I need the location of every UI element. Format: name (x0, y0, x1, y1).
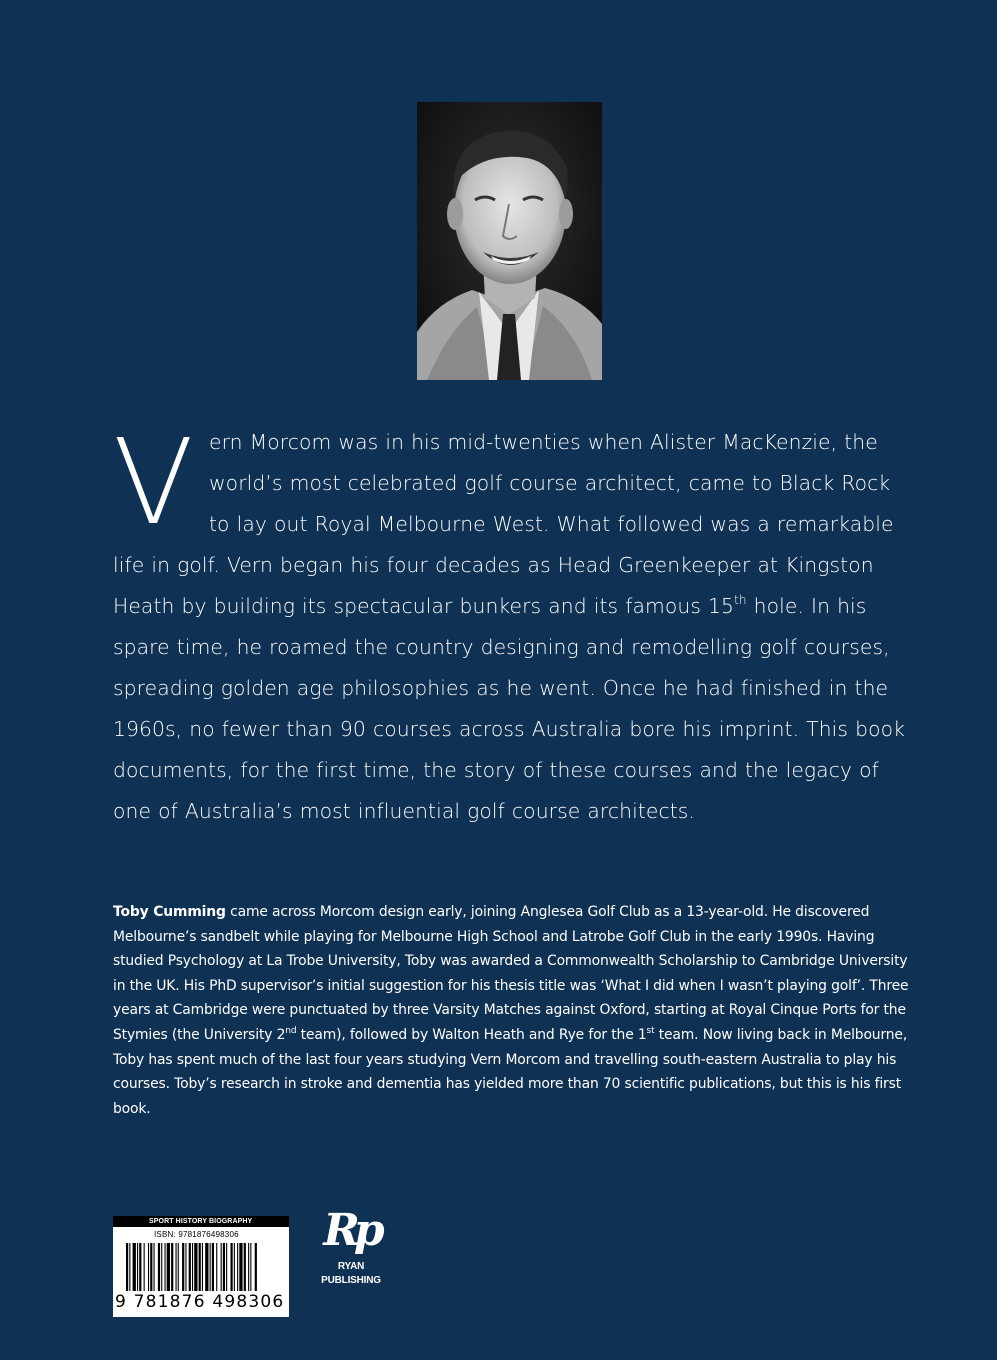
author-bio (113, 900, 913, 1121)
publisher-name-line2: PUBLISHING (321, 1275, 381, 1286)
drop-cap: V (113, 413, 194, 551)
barcode-bars (116, 1243, 286, 1295)
isbn-label: ISBN: 9781876498306 (154, 1230, 239, 1239)
bio-superscript-1: nd (285, 1025, 297, 1036)
author-name: Toby Cumming (113, 904, 226, 920)
book-blurb (113, 413, 908, 832)
isbn-barcode (113, 1216, 289, 1317)
bio-text-2: team), followed by Walton Heath and Rye for the 1 (296, 1026, 647, 1043)
publisher-name-line1: RYAN (337, 1261, 365, 1272)
category-label: SPORT HISTORY BIOGRAPHY (113, 1216, 289, 1227)
barcode-digits: 9 781876 498306 (115, 1292, 285, 1312)
blurb-superscript: th (734, 593, 747, 607)
portrait-image (417, 102, 602, 380)
bio-superscript-2: st (646, 1025, 655, 1036)
publisher-logo (311, 1203, 391, 1323)
author-portrait-photo (417, 102, 602, 380)
blurb-text-1: ern Morcom was in his mid-twenties when Alister MacKenzie, the world’s most celebrated golf course architect, came to Black Rock to lay out Royal Melbourne West. What followed was a remarkable life in golf. Vern began his four decades as Head Greenkeeper at Kingston Heath by building its spectacular bunkers and its famous 15 (113, 430, 894, 618)
bio-text-3: team. Now living back in Melbourne, Toby has spent much of the last four years studying Vern Morcom and travelling south-eastern Australia to play his courses. Toby’s research in stroke and dementia has yielded more than 70 scientific publications, but this is his first book. (113, 1026, 908, 1117)
blurb-text-2: hole. In his spare time, he roamed the country designing and remodelling golf courses, spreading golden age philosophies as he went. Once he had finished in the 1960s, no fewer than 90 courses across Australia bore his imprint. This book documents, for the first time, the story of these courses and the legacy of one of Australia’s most influential golf course architects. (113, 594, 905, 823)
bio-text-1: came across Morcom design early, joining Anglesea Golf Club as a 13-year-old. He discovered Melbourne’s sandbelt while playing for Melbourne High School and Latrobe Golf Club in the early 1990s. Having studied Psychology at La Trobe University, Toby was awarded a Commonwealth Scholarship to Cambridge University in the UK. His PhD supervisor’s initial suggestion for his thesis title was ‘What I did when I wasn’t playing golf’. Three years at Cambridge were punctuated by three Varsity Matches against Oxford, starting at Royal Cinque Ports for the Stymies (the University 2 (113, 904, 909, 1043)
publisher-monogram: Rp (323, 1205, 379, 1256)
